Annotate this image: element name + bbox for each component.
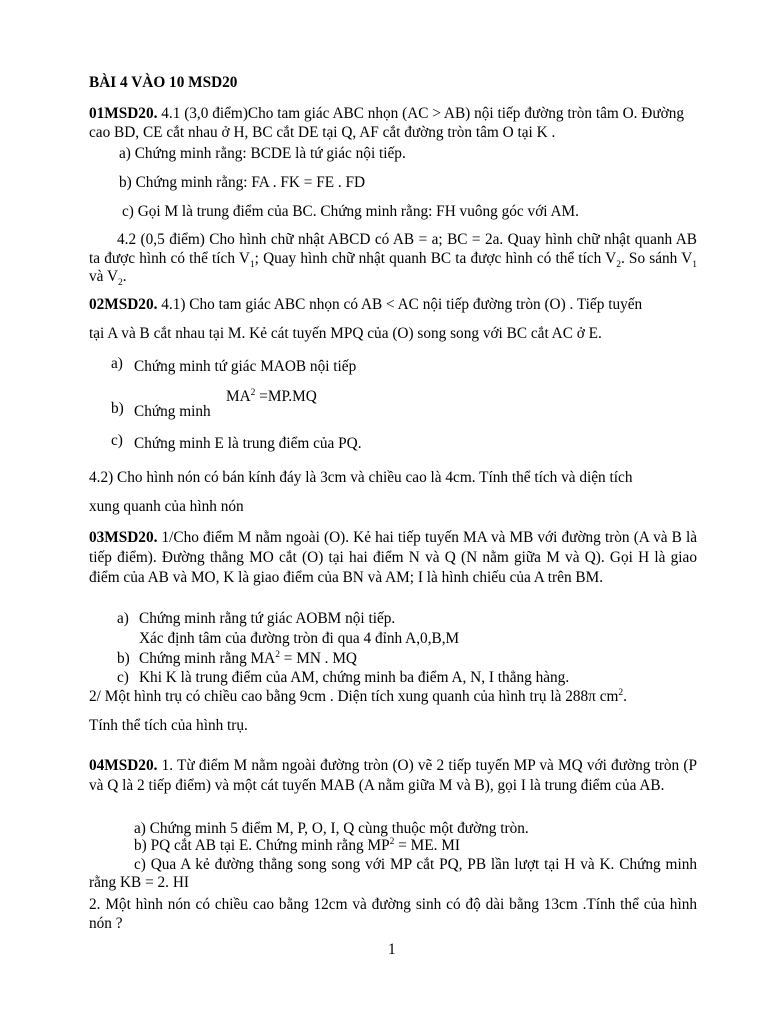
problem-02-intro-line1: 02MSD20. 4.1) Cho tam giác ABC nhọn có AB < AC nội tiếp đường tròn (O) . Tiếp tuyến [89, 296, 643, 313]
problem-03-part-b: Chứng minh rằng $MA^2$ = MN . MQ [139, 649, 357, 667]
problem-03-label-b: b) [117, 650, 130, 667]
problem-02-part-42-line1: 4.2) Cho hình nón có bán kính đáy là 3cm và chiều cao là 4cm. Tính thể tích và diện tích [89, 469, 633, 486]
problem-03-part-a-line2: Xác định tâm của đường tròn đi qua 4 đỉnh A,0,B,M [139, 630, 460, 647]
problem-04-part-c: c) Qua A kẻ đường thẳng song song với MP cắt PQ, PB lần lượt tại H và K. Chứng minh rằng KB = 2. HI [89, 856, 697, 891]
problem-01-part-b: b) Chứng minh rằng: FA . FK = FE . FD [119, 174, 366, 191]
problem-04-part-2: 2. Một hình nón có chiều cao bằng 12cm và đường sinh có độ dài bằng 13cm .Tính thể của hình nón ? [89, 896, 697, 932]
problem-02-label-c: c) [111, 432, 123, 449]
problem-01-part-c: c) Gọi M là trung điểm của BC. Chứng minh rằng: FH vuông góc với AM. [122, 203, 579, 220]
problem-03-intro: 03MSD20. 1/Cho điểm M nằm ngoài (O). Kẻ hai tiếp tuyến MA và MB với đường tròn (A và B là tiếp điểm). Đường thẳng MO cắt (O) tại hai điểm N và Q (N nằm giữa M và Q). Gọi H là giao điểm của AB và MO, K là giao điểm của BN và AM; I là hình chiếu của A trên BM. [89, 529, 697, 586]
problem-04-intro: 04MSD20. 1. Từ điểm M nằm ngoài đường tròn (O) vẽ 2 tiếp tuyến MP và MQ với đường tròn (P và Q là 2 tiếp điểm) và một cát tuyến MAB (A nằm giữa M và B), gọi I là trung điểm của AB. [89, 757, 697, 794]
problem-02-intro-line2: tại A và B cắt nhau tại M. Kẻ cát tuyến MPQ của (O) song song với BC cắt AC ở E. [89, 325, 602, 342]
problem-04-part-a: a) Chứng minh 5 điểm M, P, O, I, Q cùng thuộc một đường tròn. [134, 820, 529, 837]
problem-01-part-a: a) Chứng minh rằng: BCDE là tứ giác nội tiếp. [119, 145, 406, 162]
problem-03-part-a-line1: Chứng minh rằng tứ giác AOBM nội tiếp. [139, 610, 396, 627]
problem-02-part-b: Chứng minh [134, 403, 211, 420]
problem-03-label-a: a) [117, 610, 129, 627]
problem-03-part-2-line1: 2/ Một hình trụ có chiều cao bằng 9cm . Diện tích xung quanh của hình trụ là 288π $cm^2$. [89, 687, 627, 705]
problem-02-label-a: a) [111, 355, 123, 372]
problem-04-part-b: b) PQ cắt AB tại E. Chứng minh rằng $MP^2$ = ME. MI [134, 836, 460, 854]
problem-02-part-c: Chứng minh E là trung điểm của PQ. [134, 435, 362, 452]
problem-01-intro: 01MSD20. 4.1 (3,0 điểm)Cho tam giác ABC nhọn (AC > AB) nội tiếp đường tròn tâm O. Đường cao BD, CE cắt nhau ở H, BC cắt DE tại Q, AF cắt đường tròn tâm O tại K . [89, 105, 685, 141]
problem-01-part-42: 4.2 (0,5 điểm) Cho hình chữ nhật ABCD có AB = a; BC = 2a. Quay hình chữ nhật quanh AB ta được hình có thể tích $V_1$; Quay hình chữ nhật quanh BC ta được hình có thể tích $V_2$. So sánh $V_1$ và $V_2$. [89, 231, 697, 289]
problem-03-part-c: Khi K là trung điểm của AM, chứng minh ba điểm A, N, I thẳng hàng. [139, 669, 570, 686]
page-number: 1 [388, 941, 396, 958]
problem-02-part-a: Chứng minh tứ giác MAOB nội tiếp [134, 358, 357, 375]
problem-02-label-b: b) [111, 400, 124, 417]
problem-02-formula: $MA^2 =MP.MQ$ [226, 387, 317, 405]
problem-03-label-c: c) [117, 669, 129, 686]
doc-title: BÀI 4 VÀO 10 MSD20 [89, 74, 238, 91]
problem-03-part-2-line2: Tính thể tích của hình trụ. [89, 717, 248, 734]
problem-02-part-42-line2: xung quanh của hình nón [89, 498, 244, 515]
